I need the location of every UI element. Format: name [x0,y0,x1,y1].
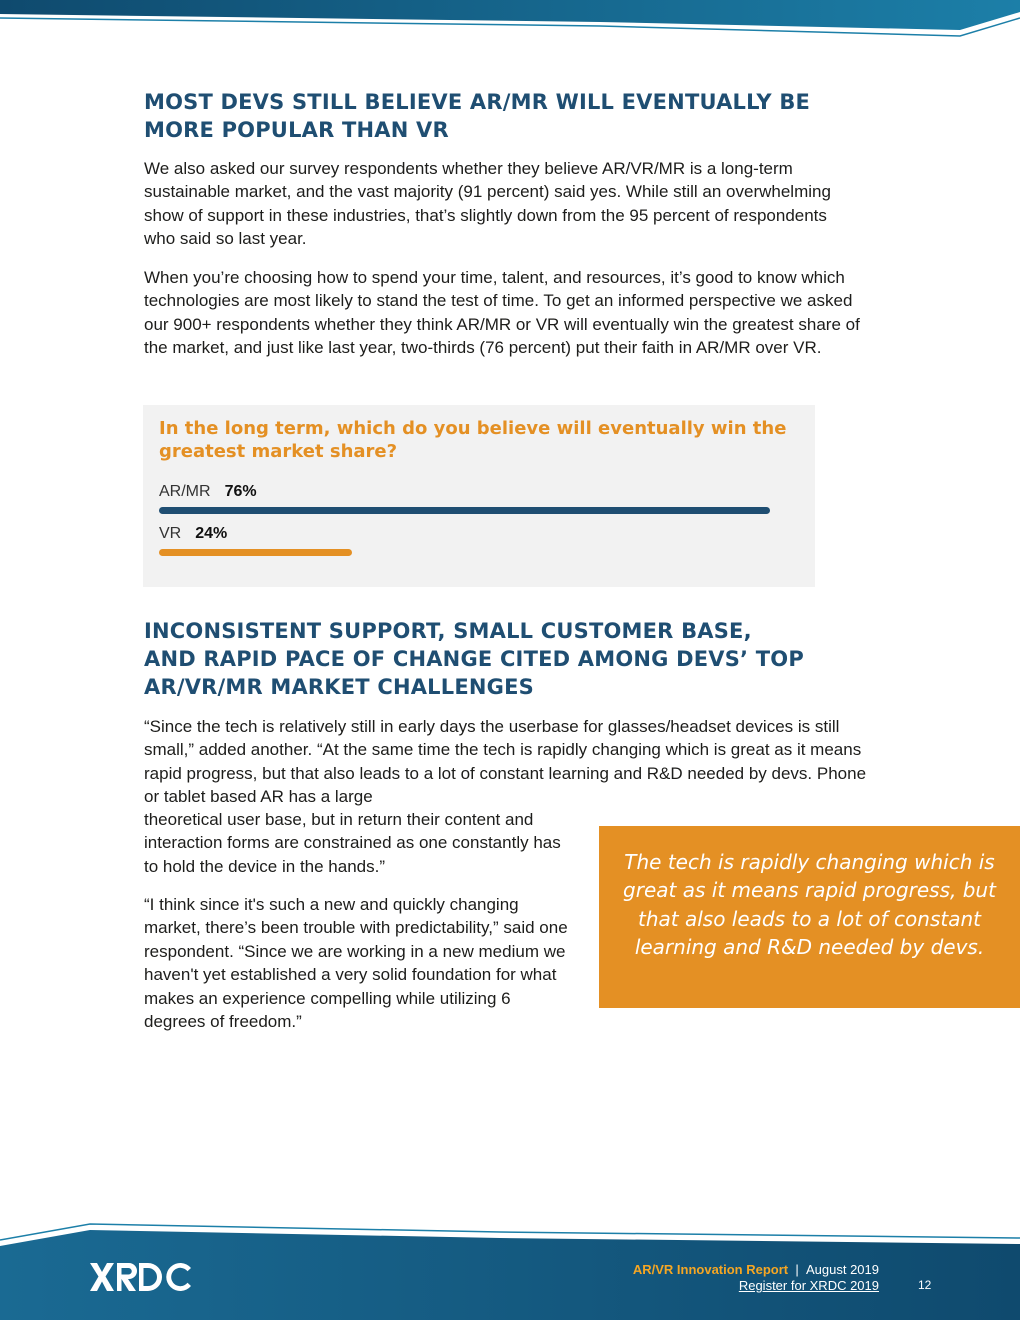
paragraph-sustainable-market: We also asked our survey respondents whether they believe AR/VR/MR is a long-term sustainable market, and the vast majority (91 percent) said yes. While still an overwhelming show of support in these industries, that’s slightly down from the 95 percent of respondents who said so last year. [144,159,831,249]
paragraph-userbase-small: “Since the tech is relatively still in early days the userbase for glasses/headset devices is still small,” added another. “At the same time the tech is rapidly changing which is great as it means rapid progress, but that also leads to a lot of constant learning and R&D needed by devs. Phone or tablet based AR has a large [144,717,867,807]
poll-question: In the long term, which do you believe will eventually win the greatest market share? [159,418,787,462]
poll-row-vr [159,525,227,543]
poll-option-label: AR/MR [159,483,211,500]
poll-bar-armr [159,507,770,514]
poll-result-box [143,405,815,587]
register-link[interactable]: Register for XRDC 2019 [738,1278,879,1293]
paragraph-userbase-continued: theoretical user base, but in return their content and interaction forms are constrained as one constantly has to hold the device in the hands.” [144,810,561,876]
footer-info [633,1262,879,1294]
poll-bar-vr [159,549,352,556]
paragraph-new-market: “I think since it's such a new and quickly changing market, there’s been trouble with predictability,” said one respondent. “Since we are working in a new medium we haven't yet established a very solid foundation for what makes an experience compelling while utilizing 6 degrees of freedom.” [144,895,568,1032]
section-heading-market-challenges: INCONSISTENT SUPPORT, SMALL CUSTOMER BASE, AND RAPID PACE OF CHANGE CITED AMONG DEVS’ TOP AR/VR/MR MARKET CHALLENGES [144,619,804,699]
poll-option-percent: 24% [195,525,228,542]
footer-date: August 2019 [805,1262,879,1277]
paragraph-choosing-time: When you’re choosing how to spend your time, talent, and resources, it’s good to know which technologies are most likely to stand the test of time. To get an informed perspective we asked our 900+ respondents whether they think AR/MR or VR will eventually win the greatest share of the market, and just like last year, two-thirds (76 percent) put their faith in AR/MR over VR. [144,268,860,358]
xrdc-logo[interactable] [90,1262,192,1292]
page-number: 12 [918,1278,932,1292]
header-band [0,0,1020,50]
footer-report-title: AR/VR Innovation Report [632,1262,789,1277]
poll-option-label: VR [159,525,182,542]
pull-quote-box [599,826,1020,1008]
poll-option-percent: 76% [224,483,257,500]
poll-row-armr [159,483,257,501]
section-heading-devs-believe: MOST DEVS STILL BELIEVE AR/MR WILL EVENTUALLY BE MORE POPULAR THAN VR [144,90,811,142]
footer-separator: | [795,1262,799,1277]
pull-quote-text: The tech is rapidly changing which is great as it means rapid progress, but that also leads to a lot of constant learning and R&D needed by devs. [623,850,996,960]
